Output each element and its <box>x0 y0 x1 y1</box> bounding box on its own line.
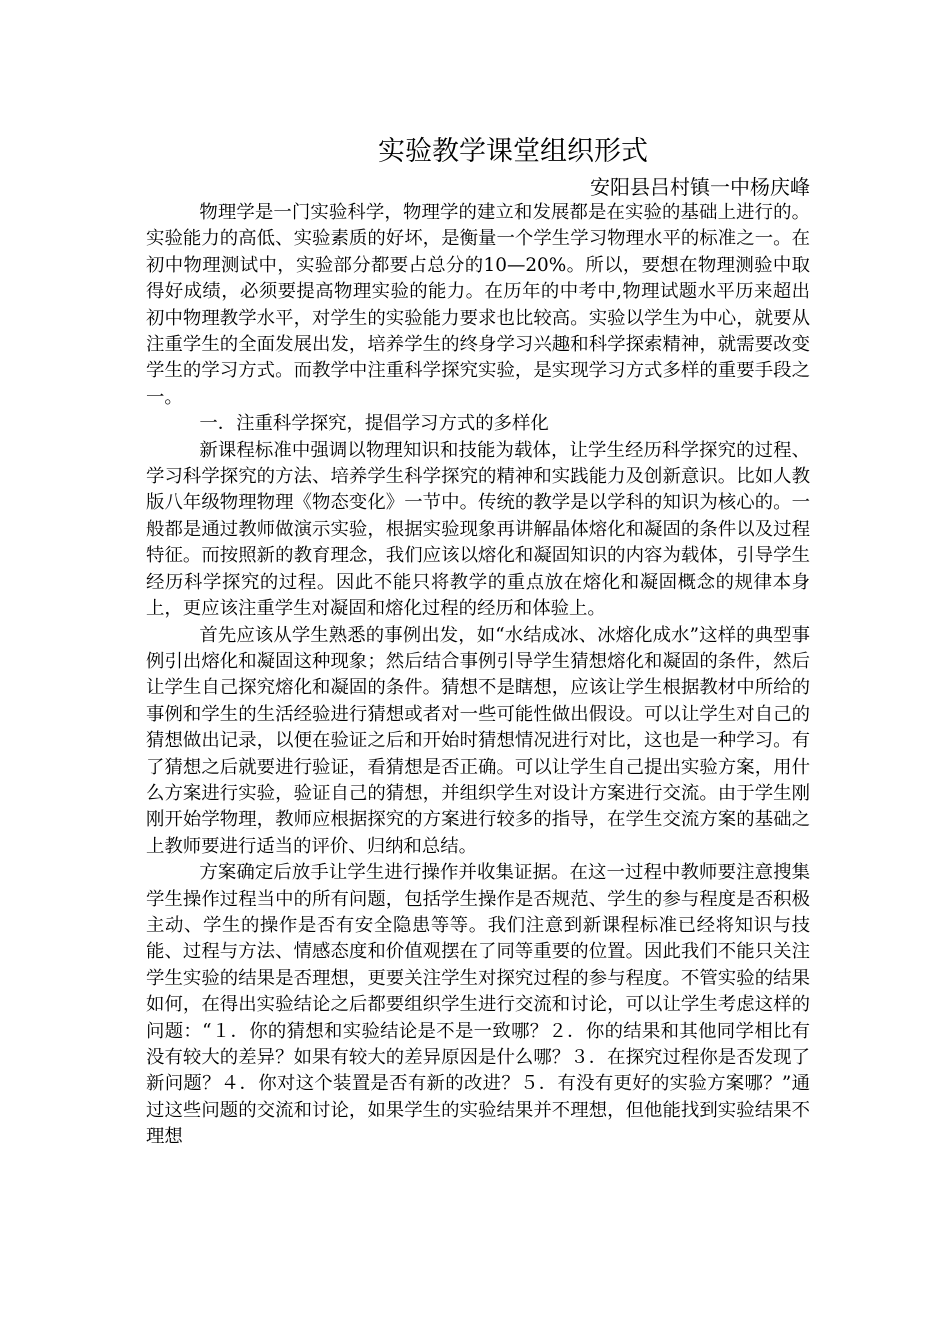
paragraph-curriculum: 新课程标准中强调以物理知识和技能为载体，让学生经历科学探究的过程、学习科学探究的方法、培养学生科学探究的精神和实践能力及创新意识。比如人教版八年级物理物理《物态变化》一节中。传统的教学是以学科的知识为核心的。一般都是通过教师做演示实验，根据实验现象再讲解晶体熔化和凝固的条件以及过程特征。而按照新的教育理念，我们应该以熔化和凝固知识的内容为载体，引导学生经历科学探究的过程。因此不能只将教学的重点放在熔化和凝固概念的规律本身上，更应该注重学生对凝固和熔化过程的经历和体验上。 <box>146 439 810 620</box>
paragraph-hypothesis: 首先应该从学生熟悉的事例出发，如“水结成冰、冰熔化成水”这样的典型事例引出熔化和凝固这种现象；然后结合事例引导学生猜想熔化和凝固的条件，然后让学生自己探究熔化和凝固的条件。猜想不是瞎想，应该让学生根据教材中所给的事例和学生的生活经验进行猜想或者对一些可能性做出假设。可以让学生对自己的猜想做出记录，以便在验证之后和开始时猜想情况进行对比，这也是一种学习。有了猜想之后就要进行验证，看猜想是否正确。可以让学生自己提出实验方案，用什么方案进行实验，验证自己的猜想，并组织学生对设计方案进行交流。由于学生刚刚开始学物理，教师应根据探究的方案进行较多的指导，在学生交流方案的基础之上教师要进行适当的评价、归纳和总结。 <box>146 624 810 857</box>
paragraph-operation: 方案确定后放手让学生进行操作并收集证据。在这一过程中教师要注意搜集学生操作过程当中的所有问题，包括学生操作是否规范、学生的参与程度是否积极主动、学生的操作是否有安全隐患等等。我们注意到新课程标准已经将知识与技能、过程与方法、情感态度和价值观摆在了同等重要的位置。因此我们不能只关注学生实验的结果是否理想，更要关注学生对探究过程的参与程度。不管实验的结果如何，在得出实验结论之后都要组织学生进行交流和讨论，可以让学生考虑这样的问题：“１．你的猜想和实验结论是不是一致哪？２．你的结果和其他同学相比有没有较大的差异？如果有较大的差异原因是什么哪？３．在探究过程你是否发现了新问题？４．你对这个装置是否有新的改进？５．有没有更好的实验方案哪？”通过这些问题的交流和讨论，如果学生的实验结果并不理想，但他能找到实验结果不理想 <box>146 862 810 1148</box>
document-author: 安阳县吕村镇一中杨庆峰 <box>590 175 810 199</box>
document-page <box>146 130 810 1151</box>
paragraph-intro: 物理学是一门实验科学，物理学的建立和发展都是在实验的基础上进行的。实验能力的高低、实验素质的好坏，是衡量一个学生学习物理水平的标准之一。在初中物理测试中，实验部分都要占总分的10—20%。所以，要想在物理测验中取得好成绩，必须要提高物理实验的能力。在历年的中考中,物理试题水平历来超出初中物理教学水平，对学生的实验能力要求也比较高。实验以学生为中心，就要从注重学生的全面发展出发，培养学生的终身学习兴趣和科学探索精神，就需要改变学生的学习方式。而教学中注重科学探究实验，是实现学习方式多样的重要手段之一。 <box>146 202 810 408</box>
document-title: 实验教学课堂组织形式 <box>378 136 648 167</box>
section-heading: 一．注重科学探究，提倡学习方式的多样化 <box>199 413 549 435</box>
